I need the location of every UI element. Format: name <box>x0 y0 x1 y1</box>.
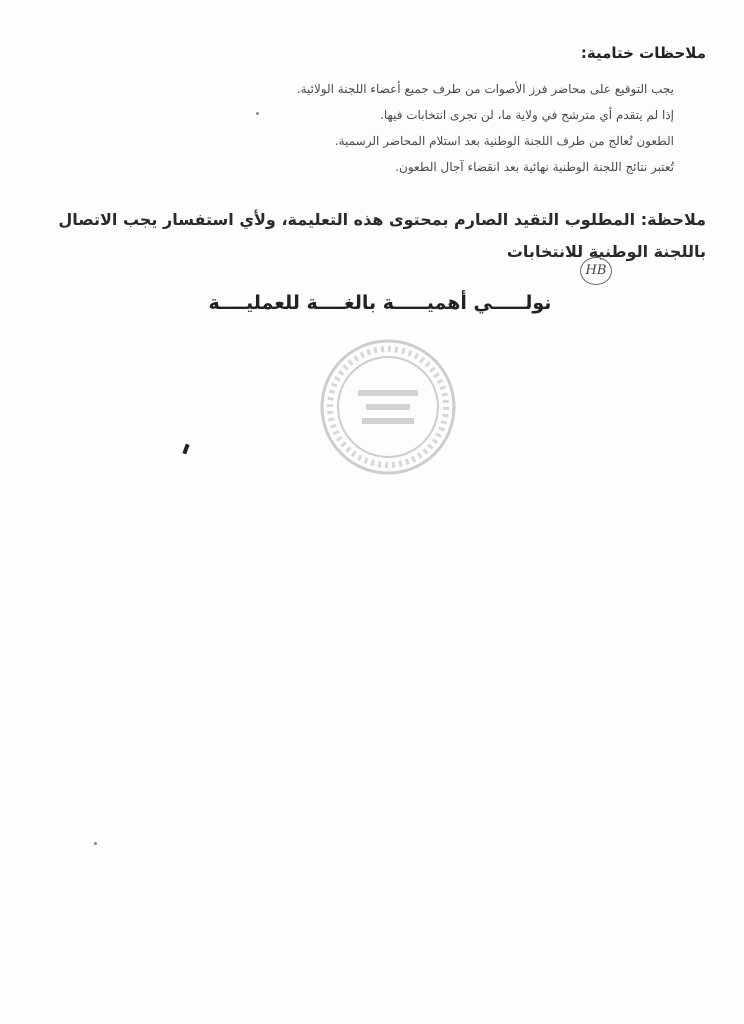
ink-speck <box>256 112 259 115</box>
important-notice: ملاحظة: المطلوب التقيد الصارم بمحتوى هذه التعليمة، ولأي استفسار يجب الاتصال باللجنة الوطنية للانتخابات <box>58 210 706 261</box>
note-line: الطعون تُعالج من طرف اللجنة الوطنية بعد استلام المحاضر الرسمية. <box>334 134 674 148</box>
closing-notes-list <box>204 76 674 180</box>
official-stamp-icon <box>318 338 458 476</box>
note-line: يجب التوقيع على محاضر فرز الأصوات من طرف جميع أعضاء اللجنة الولائية. <box>296 82 674 96</box>
ink-mark <box>182 444 189 455</box>
note-line: تُعتبر نتائج اللجنة الوطنية نهائية بعد انقضاء آجال الطعون. <box>395 160 674 174</box>
note-line: إذا لم يتقدم أي مترشح في ولاية ما، لن تجرى انتخابات فيها. <box>380 108 674 122</box>
handwritten-initials: HB <box>580 257 612 285</box>
closing-notes-heading: ملاحظات ختامية: <box>580 44 706 62</box>
ink-speck <box>94 842 97 845</box>
closing-statement: نولـــــي أهميـــــة بالغــــة للعمليــــة <box>208 292 552 314</box>
